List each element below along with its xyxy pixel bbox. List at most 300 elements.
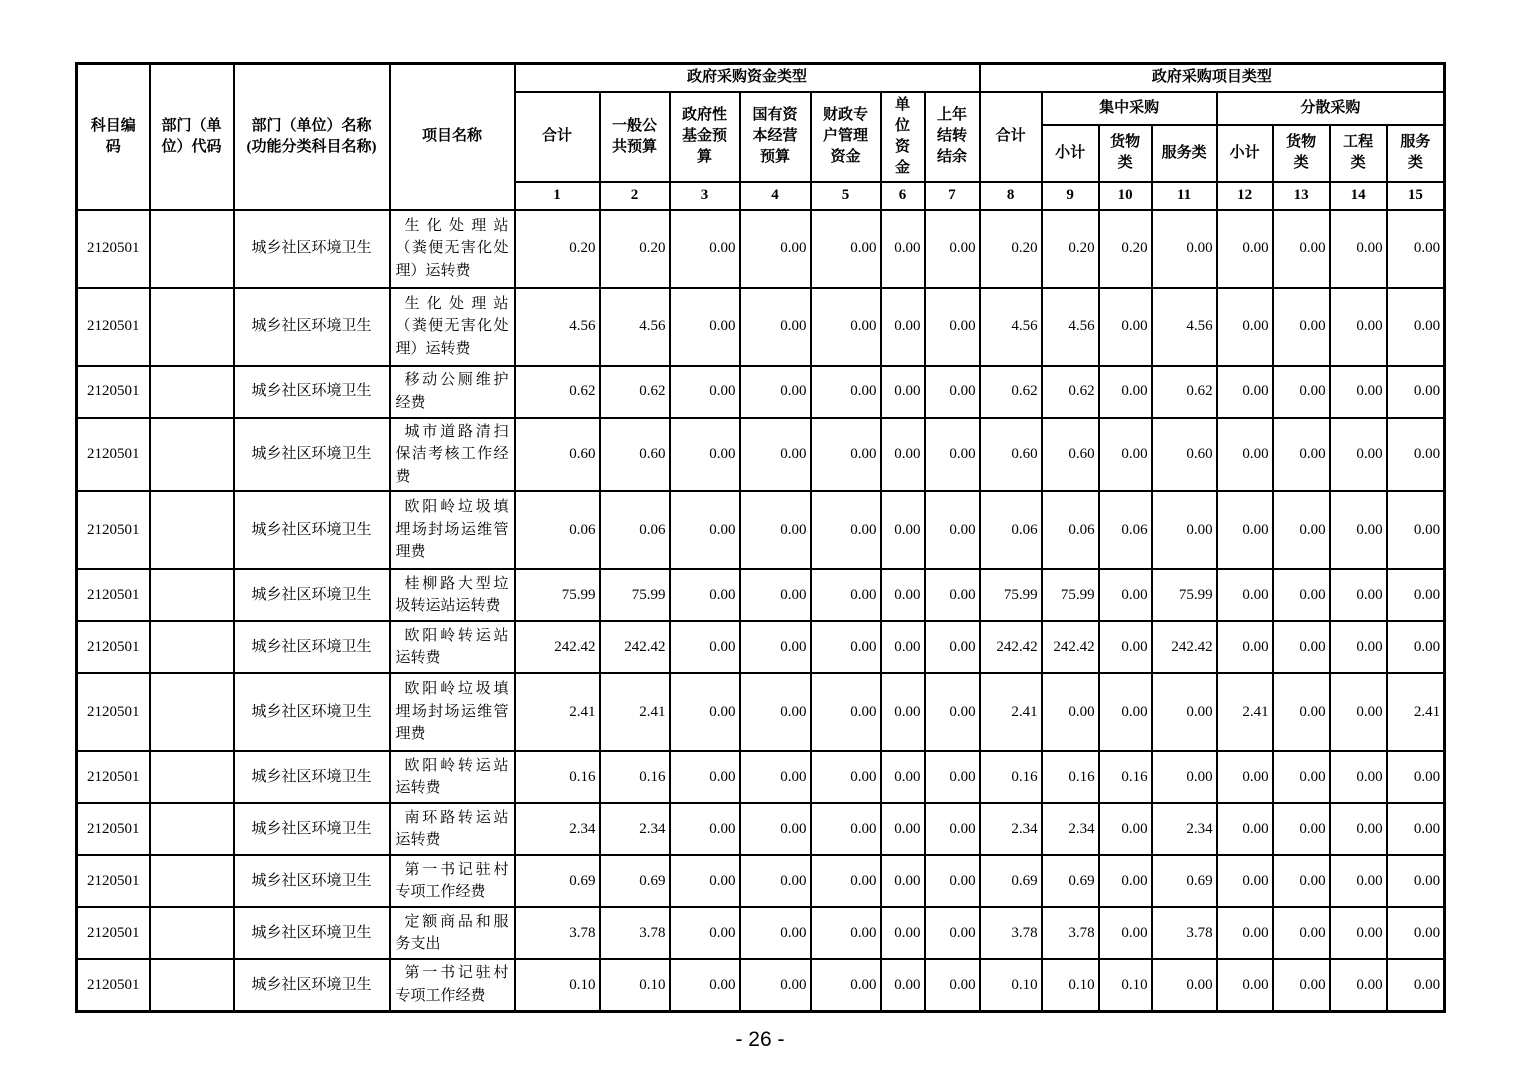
header-fund-type-group: 政府采购资金类型	[515, 64, 980, 92]
value-cell: 0.00	[1387, 491, 1445, 569]
value-cell: 0.10	[1042, 959, 1099, 1011]
col-number: 8	[980, 182, 1042, 210]
value-cell: 0.00	[925, 959, 980, 1011]
col-number: 15	[1387, 182, 1445, 210]
value-cell: 0.00	[740, 855, 811, 907]
value-cell: 75.99	[515, 569, 600, 621]
value-cell: 0.00	[1099, 673, 1152, 751]
value-cell: 0.00	[670, 288, 740, 366]
value-cell: 0.00	[740, 288, 811, 366]
value-cell: 0.00	[1330, 288, 1387, 366]
table-row	[77, 751, 1445, 803]
project-name-cell: 第一书记驻村专项工作经费	[390, 959, 515, 1011]
header-project-total: 合计	[980, 92, 1042, 182]
value-cell: 0.00	[740, 210, 811, 288]
value-cell: 0.00	[1330, 210, 1387, 288]
value-cell: 0.00	[811, 491, 881, 569]
dept-code-cell	[150, 855, 234, 907]
value-cell: 0.00	[1152, 751, 1217, 803]
header-project-name: 项目名称	[390, 64, 515, 210]
value-cell: 2.34	[1152, 803, 1217, 855]
value-cell: 0.00	[811, 418, 881, 492]
value-cell: 2.34	[1042, 803, 1099, 855]
col-number: 7	[925, 182, 980, 210]
project-name-cell: 第一书记驻村专项工作经费	[390, 855, 515, 907]
dept-code-cell	[150, 803, 234, 855]
value-cell: 0.00	[1217, 210, 1273, 288]
value-cell: 0.62	[1152, 366, 1217, 418]
value-cell: 0.60	[515, 418, 600, 492]
header-general-public-budget: 一般公共预算	[600, 92, 670, 182]
table-body	[77, 210, 1445, 1012]
col-number: 10	[1099, 182, 1152, 210]
table-row	[77, 959, 1445, 1011]
value-cell: 75.99	[1042, 569, 1099, 621]
value-cell: 0.00	[1387, 210, 1445, 288]
project-name-cell: 移动公厕维护经费	[390, 366, 515, 418]
value-cell: 0.00	[740, 673, 811, 751]
value-cell: 0.16	[515, 751, 600, 803]
value-cell: 242.42	[600, 621, 670, 673]
value-cell: 4.56	[980, 288, 1042, 366]
dept-code-cell	[150, 418, 234, 492]
value-cell: 0.00	[740, 907, 811, 959]
value-cell: 0.00	[1273, 288, 1330, 366]
dept-code-cell	[150, 673, 234, 751]
dept-code-cell	[150, 210, 234, 288]
value-cell: 0.20	[515, 210, 600, 288]
value-cell: 0.00	[740, 803, 811, 855]
value-cell: 75.99	[600, 569, 670, 621]
subject-code-cell: 2120501	[77, 907, 150, 959]
value-cell: 0.16	[600, 751, 670, 803]
table-row	[77, 210, 1445, 288]
value-cell: 0.62	[980, 366, 1042, 418]
header-state-capital-budget: 国有资本经营预算	[740, 92, 811, 182]
value-cell: 0.00	[881, 491, 925, 569]
value-cell: 2.41	[980, 673, 1042, 751]
value-cell: 0.20	[1099, 210, 1152, 288]
table-row	[77, 621, 1445, 673]
dept-name-cell: 城乡社区环境卫生	[234, 751, 390, 803]
value-cell: 0.00	[881, 418, 925, 492]
value-cell: 0.00	[1273, 673, 1330, 751]
value-cell: 0.00	[925, 210, 980, 288]
value-cell: 0.00	[925, 751, 980, 803]
value-cell: 242.42	[1042, 621, 1099, 673]
table-row	[77, 673, 1445, 751]
value-cell: 75.99	[1152, 569, 1217, 621]
subject-code-cell: 2120501	[77, 366, 150, 418]
value-cell: 0.00	[925, 569, 980, 621]
subject-code-cell: 2120501	[77, 418, 150, 492]
col-number: 2	[600, 182, 670, 210]
header-centralized-subtotal: 小计	[1042, 125, 1099, 181]
subject-code-cell: 2120501	[77, 959, 150, 1011]
value-cell: 0.06	[600, 491, 670, 569]
header-unit-funds: 单位资金	[881, 92, 925, 182]
value-cell: 242.42	[1152, 621, 1217, 673]
value-cell: 0.06	[980, 491, 1042, 569]
value-cell: 0.00	[740, 418, 811, 492]
project-name-cell: 定额商品和服务支出	[390, 907, 515, 959]
value-cell: 0.00	[1152, 210, 1217, 288]
value-cell: 0.00	[1330, 366, 1387, 418]
value-cell: 0.00	[1217, 569, 1273, 621]
value-cell: 0.00	[1042, 673, 1099, 751]
project-name-cell: 生化处理站（粪便无害化处理）运转费	[390, 288, 515, 366]
value-cell: 0.16	[1042, 751, 1099, 803]
value-cell: 0.00	[1330, 751, 1387, 803]
value-cell: 0.00	[1273, 210, 1330, 288]
value-cell: 0.00	[1330, 959, 1387, 1011]
value-cell: 2.41	[600, 673, 670, 751]
value-cell: 0.00	[811, 288, 881, 366]
value-cell: 0.00	[881, 621, 925, 673]
project-name-cell: 欧阳岭垃圾填埋场封场运维管理费	[390, 491, 515, 569]
value-cell: 0.00	[925, 907, 980, 959]
value-cell: 0.00	[881, 569, 925, 621]
value-cell: 0.00	[1387, 959, 1445, 1011]
project-name-cell: 南环路转运站运转费	[390, 803, 515, 855]
project-name-cell: 欧阳岭转运站运转费	[390, 621, 515, 673]
value-cell: 0.00	[1217, 959, 1273, 1011]
subject-code-cell: 2120501	[77, 673, 150, 751]
header-centralized-services: 服务类	[1152, 125, 1217, 181]
value-cell: 2.34	[600, 803, 670, 855]
header-project-type-group: 政府采购项目类型	[980, 64, 1445, 92]
header-decentralized-services: 服务类	[1387, 125, 1445, 181]
value-cell: 0.00	[670, 621, 740, 673]
value-cell: 0.00	[740, 366, 811, 418]
dept-name-cell: 城乡社区环境卫生	[234, 491, 390, 569]
value-cell: 0.00	[1330, 907, 1387, 959]
subject-code-cell: 2120501	[77, 210, 150, 288]
header-subject-code: 科目编码	[77, 64, 150, 210]
value-cell: 0.60	[1042, 418, 1099, 492]
value-cell: 0.00	[1099, 569, 1152, 621]
value-cell: 0.00	[1273, 366, 1330, 418]
value-cell: 4.56	[1042, 288, 1099, 366]
value-cell: 0.00	[670, 569, 740, 621]
dept-name-cell: 城乡社区环境卫生	[234, 569, 390, 621]
dept-code-cell	[150, 491, 234, 569]
value-cell: 0.00	[881, 210, 925, 288]
value-cell: 0.00	[740, 569, 811, 621]
value-cell: 0.00	[881, 855, 925, 907]
value-cell: 0.00	[811, 366, 881, 418]
value-cell: 0.00	[1387, 366, 1445, 418]
value-cell: 4.56	[515, 288, 600, 366]
value-cell: 0.00	[1330, 673, 1387, 751]
value-cell: 0.00	[1330, 418, 1387, 492]
value-cell: 3.78	[980, 907, 1042, 959]
value-cell: 0.00	[881, 907, 925, 959]
value-cell: 0.00	[1217, 855, 1273, 907]
value-cell: 0.00	[881, 288, 925, 366]
table-row	[77, 288, 1445, 366]
value-cell: 0.00	[881, 366, 925, 418]
value-cell: 0.16	[980, 751, 1042, 803]
dept-code-cell	[150, 569, 234, 621]
value-cell: 0.00	[670, 907, 740, 959]
subject-code-cell: 2120501	[77, 855, 150, 907]
value-cell: 0.00	[670, 366, 740, 418]
dept-name-cell: 城乡社区环境卫生	[234, 210, 390, 288]
table-row	[77, 366, 1445, 418]
value-cell: 0.00	[1330, 491, 1387, 569]
value-cell: 0.00	[1217, 907, 1273, 959]
value-cell: 0.00	[925, 673, 980, 751]
value-cell: 0.00	[670, 210, 740, 288]
value-cell: 0.00	[1387, 418, 1445, 492]
value-cell: 0.06	[515, 491, 600, 569]
project-name-cell: 欧阳岭垃圾填埋场封场运维管理费	[390, 673, 515, 751]
value-cell: 0.00	[1387, 751, 1445, 803]
col-number: 3	[670, 182, 740, 210]
value-cell: 0.00	[1152, 673, 1217, 751]
dept-name-cell: 城乡社区环境卫生	[234, 855, 390, 907]
value-cell: 0.00	[1330, 855, 1387, 907]
value-cell: 0.00	[1273, 569, 1330, 621]
procurement-budget-table	[75, 62, 1446, 1013]
value-cell: 0.00	[670, 959, 740, 1011]
value-cell: 0.00	[670, 491, 740, 569]
value-cell: 0.69	[980, 855, 1042, 907]
value-cell: 0.20	[980, 210, 1042, 288]
value-cell: 0.00	[1273, 418, 1330, 492]
subject-code-cell: 2120501	[77, 569, 150, 621]
value-cell: 0.00	[811, 907, 881, 959]
value-cell: 0.00	[1330, 803, 1387, 855]
value-cell: 0.00	[670, 673, 740, 751]
value-cell: 0.00	[811, 751, 881, 803]
value-cell: 0.69	[515, 855, 600, 907]
project-name-cell: 生化处理站（粪便无害化处理）运转费	[390, 210, 515, 288]
value-cell: 2.34	[515, 803, 600, 855]
col-number: 4	[740, 182, 811, 210]
col-number: 5	[811, 182, 881, 210]
col-number: 12	[1217, 182, 1273, 210]
header-centralized-group: 集中采购	[1042, 92, 1217, 126]
value-cell: 0.00	[1217, 288, 1273, 366]
value-cell: 0.06	[1042, 491, 1099, 569]
value-cell: 0.00	[925, 621, 980, 673]
dept-code-cell	[150, 288, 234, 366]
value-cell: 0.20	[1042, 210, 1099, 288]
value-cell: 4.56	[1152, 288, 1217, 366]
header-decentralized-group: 分散采购	[1217, 92, 1445, 126]
value-cell: 0.69	[600, 855, 670, 907]
dept-code-cell	[150, 959, 234, 1011]
dept-code-cell	[150, 751, 234, 803]
value-cell: 2.34	[980, 803, 1042, 855]
value-cell: 0.00	[1387, 621, 1445, 673]
value-cell: 0.00	[740, 751, 811, 803]
value-cell: 0.00	[1152, 959, 1217, 1011]
value-cell: 0.00	[1387, 803, 1445, 855]
value-cell: 0.00	[1099, 907, 1152, 959]
table-row	[77, 803, 1445, 855]
value-cell: 0.16	[1099, 751, 1152, 803]
project-name-cell: 城市道路清扫保洁考核工作经费	[390, 418, 515, 492]
value-cell: 0.06	[1099, 491, 1152, 569]
value-cell: 3.78	[1042, 907, 1099, 959]
value-cell: 0.00	[1217, 418, 1273, 492]
value-cell: 0.00	[1387, 288, 1445, 366]
value-cell: 0.62	[600, 366, 670, 418]
value-cell: 0.60	[980, 418, 1042, 492]
table-row	[77, 907, 1445, 959]
subject-code-cell: 2120501	[77, 288, 150, 366]
header-dept-name: 部门（单位）名称(功能分类科目名称)	[234, 64, 390, 210]
value-cell: 0.00	[811, 673, 881, 751]
value-cell: 0.00	[1273, 803, 1330, 855]
value-cell: 0.00	[1387, 569, 1445, 621]
value-cell: 0.62	[515, 366, 600, 418]
value-cell: 75.99	[980, 569, 1042, 621]
value-cell: 0.62	[1042, 366, 1099, 418]
value-cell: 0.10	[1099, 959, 1152, 1011]
header-fiscal-account-funds: 财政专户管理资金	[811, 92, 881, 182]
value-cell: 2.41	[1387, 673, 1445, 751]
value-cell: 0.00	[925, 288, 980, 366]
value-cell: 0.00	[670, 751, 740, 803]
dept-name-cell: 城乡社区环境卫生	[234, 673, 390, 751]
value-cell: 3.78	[515, 907, 600, 959]
value-cell: 0.00	[925, 366, 980, 418]
value-cell: 0.00	[881, 673, 925, 751]
value-cell: 0.20	[600, 210, 670, 288]
value-cell: 0.60	[1152, 418, 1217, 492]
table-row	[77, 855, 1445, 907]
header-dept-code: 部门（单位）代码	[150, 64, 234, 210]
value-cell: 0.00	[811, 855, 881, 907]
value-cell: 242.42	[515, 621, 600, 673]
col-number: 9	[1042, 182, 1099, 210]
value-cell: 0.00	[670, 418, 740, 492]
value-cell: 0.00	[1217, 366, 1273, 418]
value-cell: 0.00	[1099, 803, 1152, 855]
value-cell: 0.00	[925, 491, 980, 569]
dept-name-cell: 城乡社区环境卫生	[234, 959, 390, 1011]
subject-code-cell: 2120501	[77, 803, 150, 855]
header-decentralized-goods: 货物类	[1273, 125, 1330, 181]
value-cell: 0.00	[670, 855, 740, 907]
dept-code-cell	[150, 621, 234, 673]
value-cell: 0.00	[1099, 621, 1152, 673]
value-cell: 0.00	[1330, 569, 1387, 621]
table-row	[77, 418, 1445, 492]
value-cell: 0.00	[1273, 751, 1330, 803]
value-cell: 0.00	[1273, 621, 1330, 673]
value-cell: 4.56	[600, 288, 670, 366]
dept-name-cell: 城乡社区环境卫生	[234, 803, 390, 855]
col-number: 14	[1330, 182, 1387, 210]
table-row	[77, 491, 1445, 569]
value-cell: 0.00	[740, 959, 811, 1011]
header-fund-total: 合计	[515, 92, 600, 182]
value-cell: 0.00	[1217, 751, 1273, 803]
value-cell: 2.41	[1217, 673, 1273, 751]
value-cell: 0.00	[740, 491, 811, 569]
project-name-cell: 欧阳岭转运站运转费	[390, 751, 515, 803]
value-cell: 0.00	[881, 959, 925, 1011]
value-cell: 0.00	[925, 803, 980, 855]
col-number: 1	[515, 182, 600, 210]
subject-code-cell: 2120501	[77, 491, 150, 569]
dept-name-cell: 城乡社区环境卫生	[234, 288, 390, 366]
value-cell: 0.00	[1273, 491, 1330, 569]
value-cell: 0.00	[1099, 366, 1152, 418]
value-cell: 0.60	[600, 418, 670, 492]
value-cell: 0.00	[1330, 621, 1387, 673]
value-cell: 0.10	[515, 959, 600, 1011]
dept-code-cell	[150, 366, 234, 418]
value-cell: 0.00	[1273, 959, 1330, 1011]
value-cell: 0.69	[1042, 855, 1099, 907]
project-name-cell: 桂柳路大型垃圾转运站运转费	[390, 569, 515, 621]
dept-code-cell	[150, 907, 234, 959]
value-cell: 242.42	[980, 621, 1042, 673]
page-number: - 26 -	[735, 1028, 785, 1051]
subject-code-cell: 2120501	[77, 621, 150, 673]
value-cell: 3.78	[1152, 907, 1217, 959]
value-cell: 0.00	[811, 959, 881, 1011]
dept-name-cell: 城乡社区环境卫生	[234, 366, 390, 418]
value-cell: 0.00	[1217, 491, 1273, 569]
value-cell: 3.78	[600, 907, 670, 959]
value-cell: 0.00	[1099, 855, 1152, 907]
value-cell: 0.00	[925, 418, 980, 492]
value-cell: 0.00	[811, 569, 881, 621]
value-cell: 2.41	[515, 673, 600, 751]
value-cell: 0.00	[811, 803, 881, 855]
header-decentralized-engineering: 工程类	[1330, 125, 1387, 181]
header-decentralized-subtotal: 小计	[1217, 125, 1273, 181]
value-cell: 0.00	[1217, 621, 1273, 673]
value-cell: 0.00	[925, 855, 980, 907]
header-carryover: 上年结转结余	[925, 92, 980, 182]
table-row	[77, 569, 1445, 621]
value-cell: 0.00	[811, 621, 881, 673]
subject-code-cell: 2120501	[77, 751, 150, 803]
value-cell: 0.00	[1273, 907, 1330, 959]
value-cell: 0.69	[1152, 855, 1217, 907]
value-cell: 0.00	[811, 210, 881, 288]
dept-name-cell: 城乡社区环境卫生	[234, 621, 390, 673]
dept-name-cell: 城乡社区环境卫生	[234, 907, 390, 959]
col-number: 6	[881, 182, 925, 210]
dept-name-cell: 城乡社区环境卫生	[234, 418, 390, 492]
value-cell: 0.00	[1273, 855, 1330, 907]
value-cell: 0.00	[1387, 907, 1445, 959]
value-cell: 0.00	[740, 621, 811, 673]
value-cell: 0.00	[1099, 288, 1152, 366]
value-cell: 0.00	[670, 803, 740, 855]
col-number: 11	[1152, 182, 1217, 210]
value-cell: 0.00	[1217, 803, 1273, 855]
header-gov-fund-budget: 政府性基金预算	[670, 92, 740, 182]
value-cell: 0.00	[881, 751, 925, 803]
value-cell: 0.00	[1387, 855, 1445, 907]
value-cell: 0.00	[1099, 418, 1152, 492]
table-header	[77, 64, 1445, 210]
value-cell: 0.00	[881, 803, 925, 855]
col-number: 13	[1273, 182, 1330, 210]
value-cell: 0.10	[980, 959, 1042, 1011]
value-cell: 0.00	[1152, 491, 1217, 569]
